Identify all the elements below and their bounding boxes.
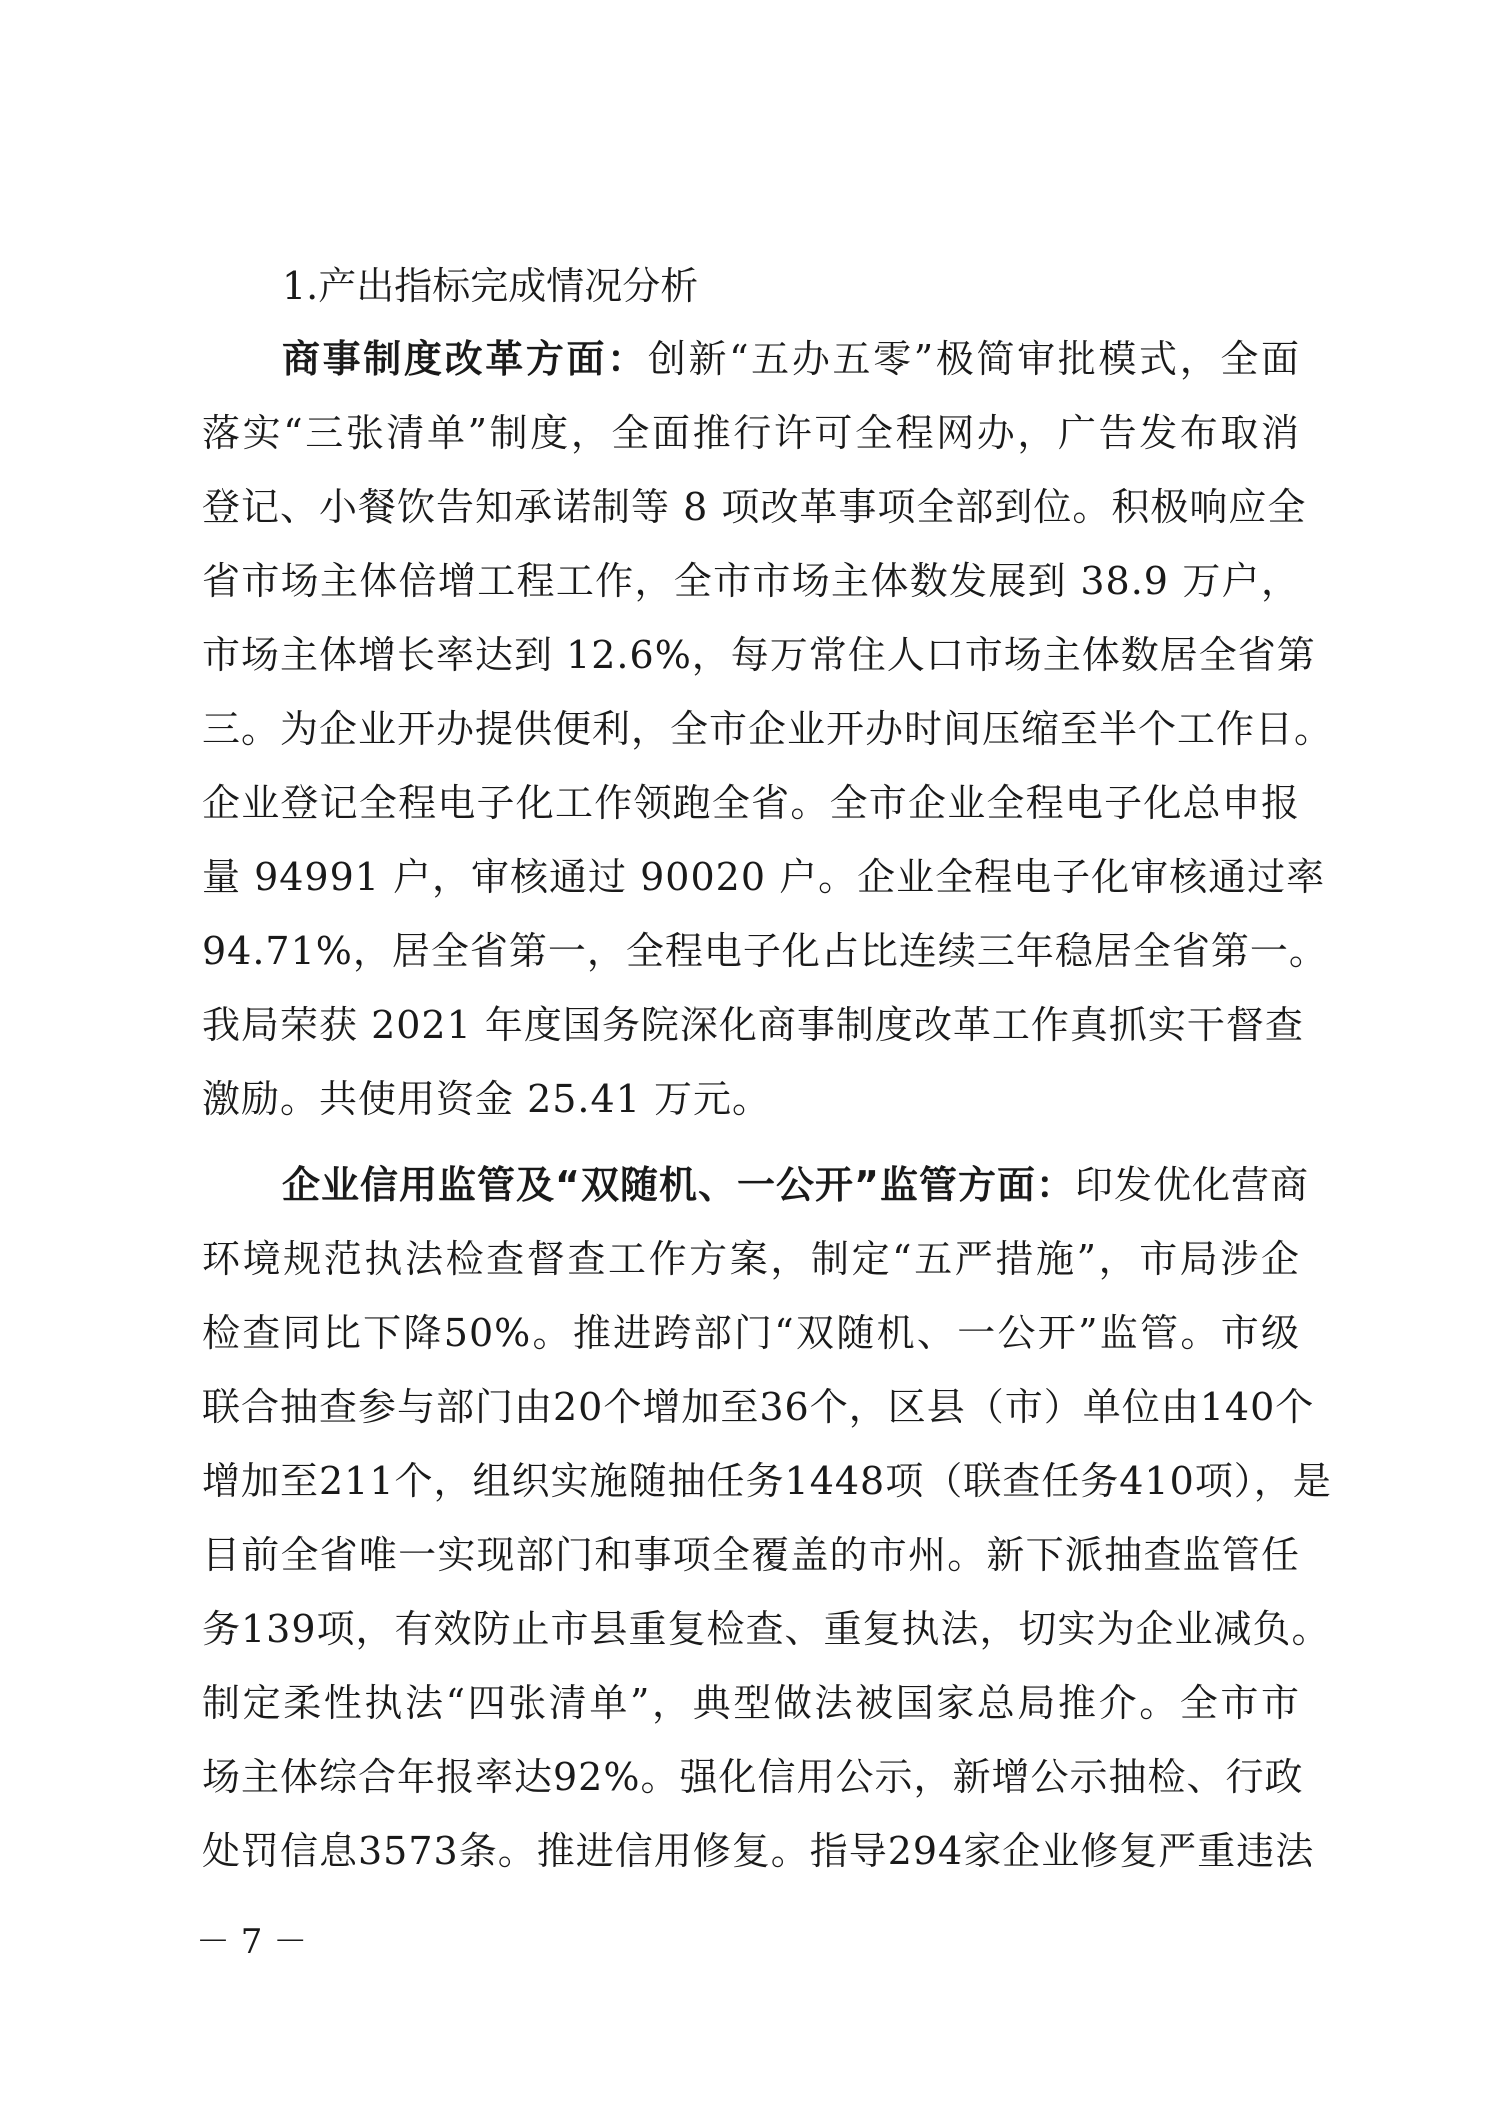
- paragraph-line: 登记、小餐饮告知承诺制等 8 项改革事项全部到位。积极响应全: [202, 485, 1307, 529]
- paragraph-line: 企业登记全程电子化工作领跑全省。全市企业全程电子化总申报: [202, 781, 1300, 825]
- paragraph-line-text: 印发优化营商: [1074, 1163, 1309, 1207]
- paragraph-line: 激励。共使用资金 25.41 万元。: [202, 1077, 771, 1121]
- paragraph-line-text: 创新“五办五零”极简审批模式，全面: [647, 337, 1300, 381]
- paragraph-line: 务139项，有效防止市县重复检查、重复执法，切实为企业减负。: [202, 1607, 1331, 1651]
- paragraph-line: 94.71%，居全省第一，全程电子化占比连续三年稳居全省第一。: [202, 929, 1328, 973]
- paragraph-line: 环境规范执法检查督查工作方案，制定“五严措施”，市局涉企: [202, 1237, 1300, 1281]
- paragraph-line: 市场主体增长率达到 12.6%，每万常住人口市场主体数居全省第: [202, 633, 1316, 677]
- paragraph-line: 量 94991 户，审核通过 90020 户。企业全程电子化审核通过率: [202, 855, 1326, 899]
- section-heading: 1.产出指标完成情况分析: [282, 264, 699, 308]
- paragraph-line: 省市场主体倍增工程工作，全市市场主体数发展到 38.9 万户，: [202, 559, 1300, 603]
- paragraph-line: 落实“三张清单”制度，全面推行许可全程网办，广告发布取消: [202, 411, 1300, 455]
- paragraph-lead: 商事制度改革方面：: [282, 337, 648, 381]
- paragraph-line: 我局荣获 2021 年度国务院深化商事制度改革工作真抓实干督查: [202, 1003, 1304, 1047]
- paragraph-line: 三。为企业开办提供便利，全市企业开办时间压缩至半个工作日。: [202, 707, 1334, 751]
- page-number: － 7 －: [196, 1922, 308, 1962]
- paragraph-line: 联合抽查参与部门由20个增加至36个，区县（市）单位由140个: [202, 1385, 1315, 1429]
- paragraph-line: 增加至211个，组织实施随抽任务1448项（联查任务410项），是: [202, 1459, 1332, 1503]
- paragraph-line: [202, 1158, 1309, 1212]
- paragraph-line: 制定柔性执法“四张清单”，典型做法被国家总局推介。全市市: [202, 1681, 1300, 1725]
- paragraph-line: 处罚信息3573条。推进信用修复。指导294家企业修复严重违法: [202, 1829, 1315, 1873]
- paragraph-line: 检查同比下降50%。推进跨部门“双随机、一公开”监管。市级: [202, 1311, 1300, 1355]
- paragraph-line: 场主体综合年报率达92%。强化信用公示，新增公示抽检、行政: [202, 1755, 1304, 1799]
- paragraph-lead: 企业信用监管及“双随机、一公开”监管方面：: [282, 1163, 1075, 1207]
- paragraph-line: 目前全省唯一实现部门和事项全覆盖的市州。新下派抽查监管任: [202, 1533, 1300, 1577]
- paragraph-line: [202, 332, 1300, 386]
